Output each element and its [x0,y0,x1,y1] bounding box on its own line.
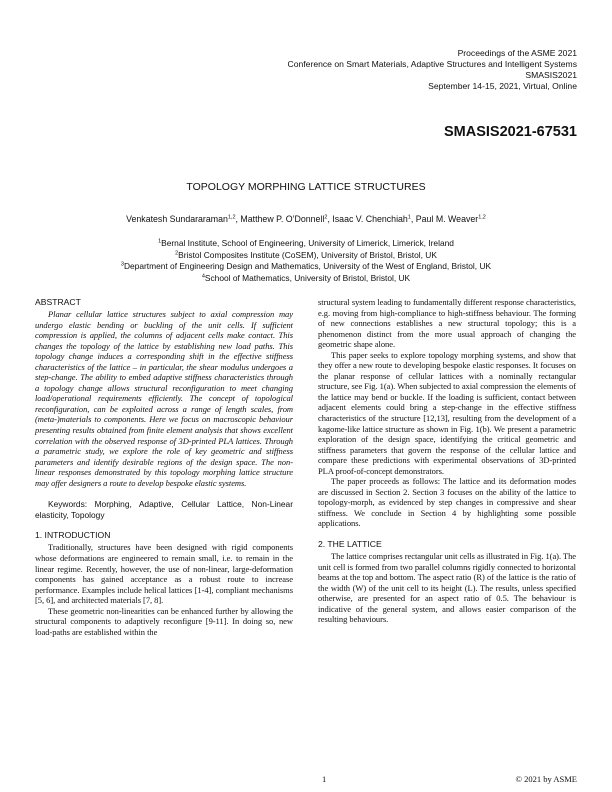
header-line-3: SMASIS2021 [525,70,577,80]
paper-title: TOPOLOGY MORPHING LATTICE STRUCTURES [186,181,426,193]
author-name: Paul M. Weaver [415,214,479,224]
copyright-notice: © 2021 by ASME [515,774,577,784]
affiliation-list [0,238,612,285]
author-name: Matthew P. O’Donnell [240,214,325,224]
page-number: 1 [322,774,327,784]
affiliation: $^4$School of Mathematics, University of Bristol, Bristol, UK [201,273,411,284]
intro-paragraph-2: These geometric non-linearities can be enhanced further by allowing the structural components to adaptively reconfigure [9-11]. In doing so, new load-paths are established within the [35,605,293,637]
author-affiliation-mark: 2 [324,214,328,221]
header-line-2: Conference on Smart Materials, Adaptive Structures and Intelligent Systems [287,59,577,69]
lattice-heading: 2. THE LATTICE [318,539,382,550]
author-name: Isaac V. Chenchiah [332,214,408,224]
author-affiliation-mark: 1,2 [478,214,486,221]
intro-paragraph-1: Traditionally, structures have been designed with rigid components whose deformations are engineered to remain small, i.e. to remain in the linear regime. Recently, however, the use of non-linear, large-deformation components has gained acceptance as a robust route to increase performance. Examples include helical lattices [1-4], compliant mechanisms [5, 6], and architected materials [7, 8]. [35,542,293,606]
header-line-4: September 14-15, 2021, Virtual, Online [428,81,577,91]
author-affiliation-mark: 1 [407,214,411,221]
intro-paragraph-3: This paper seeks to explore topology morphing systems, and show that they offer a new route to developing bespoke elastic responses. It focuses on the planar response of cellular lattices with a nominally rectangular structure, see Fig. 1(a). When subjected to axial compression the elements of the lattice may bend or buckle. If the loading is sufficient, contact between adjacent elements could bring a step-change in the effective stiffness characteristics of the structure [12,13], resulting from the development of a kagome-like lattice structure as shown in Fig. 1(b). We present a parametric exploration of the design space, identifying the critical geometric and stiffness parameters that govern the response of the cellular lattice and compare these predictions with experimental observations of 3D-printed PLA proof-of-concept demonstrators. [318,349,576,476]
abstract-text: Planar cellular lattice structures subject to axial compression may undergo elastic bending or buckling of the unit cells. If sufficient compression is applied, the columns of adjacent cells make contact. This changes the topology of the lattice by establishing new load paths. This topology change induces a corresponding shift in the effective stiffness characteristics of the lattice – in particular, the shear modulus undergoes a step-change. The ability to embed adaptive stiffness characteristics through a topology change allows structural reconfiguration to meet changing load/operational requirements efficiently. The concept of topological reconfiguration, can be exploited across a range of length scales, from (meta-)materials to components. Here we focus on macroscopic behaviour presenting results obtained from finite element analysis that shows excellent correlation with the observed response of 3D-printed PLA lattices. Through a parametric study, we explore the role of key geometric and stiffness parameters and identify desirable regions of the design space. The non-linear responses demonstrated by this topology morphing lattice structure may offer designers a route to develop bespoke elastic systems. [35,309,293,488]
author-affiliation-mark: 1,2 [227,214,236,221]
author-name: Venkatesh Sundararaman [126,214,228,224]
author-list: Venkatesh Sundararaman$^{1,2}$, Matthew P. O’Donnell$^2$, Isaac V. Chenchiah$^1$, Paul M. Weaver$^{1,2}$ [126,214,486,224]
affiliation: $^3$Department of Engineering Design and Mathematics, University of the West of England, Bristol, UK [120,261,492,272]
affiliation: $^2$Bristol Composites Institute (CoSEM), University of Bristol, Bristol, UK [175,249,437,260]
lattice-paragraph-1: The lattice comprises rectangular unit cells as illustrated in Fig. 1(a). The unit cell is formed from two parallel columns rigidly connected to horizontal beams at the top and bottom. The aspect ratio (R) of the lattice is the ratio of the width (W) of the unit cell to its height (L). The results, unless specified otherwise, are presented for an aspect ratio of 0.5. The behaviour is indicative of the general system, and allows easier comparison of the resulting behaviours. [318,551,577,625]
intro-heading: 1. INTRODUCTION [35,530,111,541]
paper-id: SMASIS2021-67531 [444,124,577,140]
left-column [35,297,293,637]
intro-paragraph-2-cont: structural system leading to fundamentally different response characteristics, e.g. moving from high-compliance to high-stiffness behaviour. The forming of new connections establishes a new structural topology; this is a phenomenon distinct from the more usual approach of changing the geometric shape alone. [318,297,576,350]
intro-paragraph-4: The paper proceeds as follows: The lattice and its deformation modes are discussed in Section 2. Section 3 focuses on the ability of the lattice to topology-morph, as evidenced by step changes in compressive and shear stiffness. We conclude in Section 4 by highlighting some possible applications. [318,476,576,529]
keywords: Keywords: Morphing, Adaptive, Cellular Lattice, Non-Linear elasticity, Topology [35,499,293,520]
proceedings-header [288,48,577,92]
header-line-1: Proceedings of the ASME 2021 [457,48,577,58]
affiliation: $^1$Bernal Institute, School of Engineering, University of Limerick, Limerick, Ireland [158,238,454,248]
abstract-heading: ABSTRACT [35,297,81,307]
right-column [318,297,576,625]
